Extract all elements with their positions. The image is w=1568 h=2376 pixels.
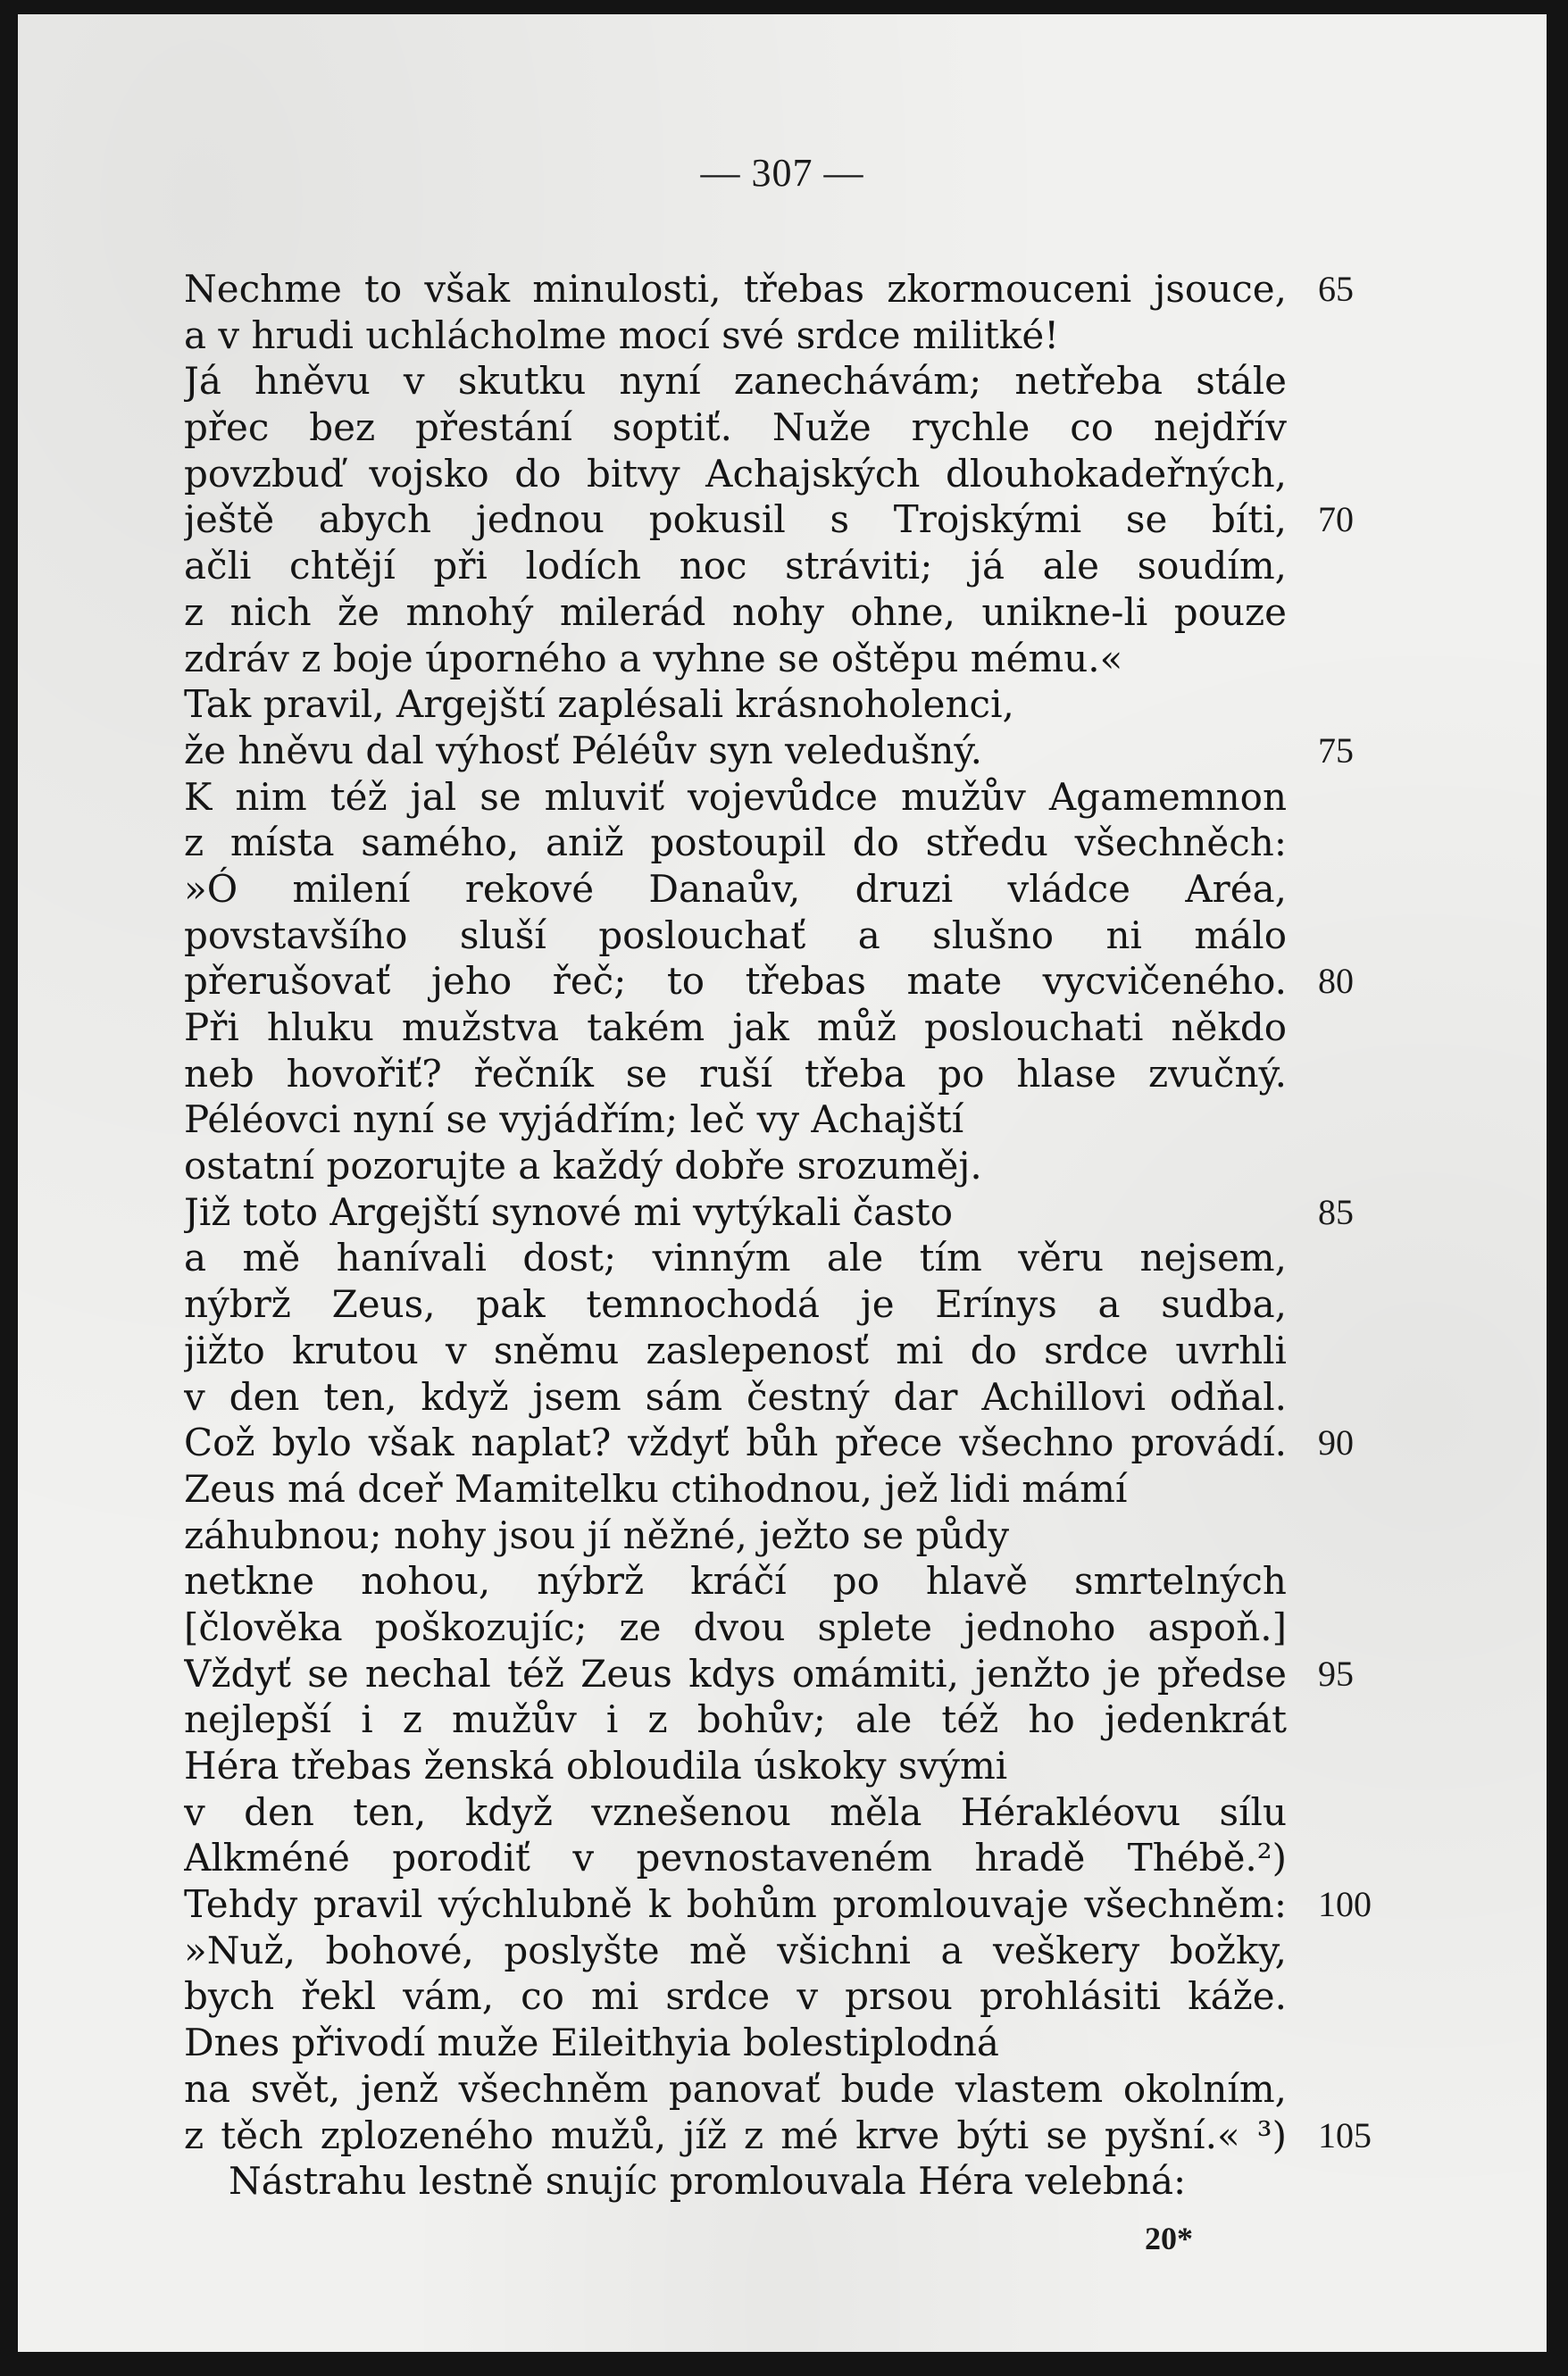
verse-line-text: v den ten, když vznešenou měla Hérakléovu sílu [184,1789,1287,1834]
verse-line-text: »Nuž, bohové, poslyšte mě všichni a veškery božky, [184,1928,1287,1972]
verse-line [184,1881,1398,1928]
verse-line [184,1466,1398,1513]
verse-line-text: zdráv z boje úporného a vyhne se oštěpu mému.« [184,636,1123,680]
verse-line-text: Héra třebas ženská obloudila úskoky svými [184,1744,1008,1788]
verse-line [184,958,1398,1005]
verse-line [184,313,1398,359]
verse-line-text: a mě hanívali dost; vinným ale tím věru nejsem, [184,1236,1287,1280]
verse-line [184,681,1398,728]
verse-line [184,1051,1398,1097]
verse-line-text: z místa samého, aniž postoupil do středu všechněch: [184,821,1287,865]
verse-line-text: Dnes přivodí muže Eileithyia bolestiplodná [184,2021,999,2065]
verse-line [184,358,1398,404]
verse-line-text: ostatní pozorujte a každý dobře srozuměj. [184,1144,982,1188]
verse-line [184,1420,1398,1466]
verse-line-text: záhubnou; nohy jsou jí něžné, ježto se půdy [184,1513,1010,1557]
verse-line [184,2066,1398,2113]
verse-line-text: z těch zplozeného mužů, jíž z mé krve býti se pyšní.« ³) [184,2113,1287,2157]
line-number: 80 [1318,961,1354,1002]
verse-line [184,2113,1398,2159]
verse-line [184,866,1398,913]
verse-line [184,820,1398,866]
verse-line [184,1789,1398,1836]
verse-line-text: povstavšího sluší poslouchať a slušno ni málo [184,913,1287,957]
verse-line-text: nejlepší i z mužův i z bohův; ale též ho jedenkrát [184,1697,1287,1742]
verse-line-text: ještě abych jednou pokusil s Trojskými se bíti, [184,497,1287,542]
verse-line-text: Při hluku mužstva takém jak můž poslouchati někdo [184,1005,1287,1049]
line-number: 75 [1318,729,1354,771]
verse-block [184,266,1398,2205]
verse-line-text: z nich že mnohý milerád nohy ohne, unikne-li pouze [184,589,1287,634]
verse-line [184,1328,1398,1374]
line-number: 70 [1318,499,1354,540]
book-page [18,14,1547,2352]
verse-line-text: na svět, jenž všechněm panovať bude vlastem okolním, [184,2066,1287,2111]
verse-line-text: Alkméné porodiť v pevnostaveném hradě Thébě.²) [184,1836,1287,1880]
verse-line [184,1235,1398,1281]
verse-line-text: neb hovořiť? řečník se ruší třeba po hlase zvučný. [184,1051,1287,1096]
verse-line-text: Již toto Argejští synové mi vytýkali často [184,1189,954,1234]
verse-line-text: že hněvu dal výhosť Péléův syn veledušný. [184,728,982,772]
verse-line-text: [člověka poškozujíc; ze dvou splete jednoho aspoň.] [184,1605,1287,1649]
verse-line [184,1005,1398,1051]
verse-line-text: Péléovci nyní se vyjádřím; leč vy Achajští [184,1097,964,1142]
verse-line-text: Nechme to však minulosti, třebas zkormouceni jsouce, [184,267,1287,311]
verse-line [184,1928,1398,1974]
verse-line-text: Tak pravil, Argejští zaplésali krásnoholenci, [184,682,1014,727]
verse-line [184,543,1398,589]
verse-line [184,1281,1398,1328]
verse-line-text: »Ó milení rekové Danaův, druzi vládce Aréa, [184,866,1287,911]
line-number: 100 [1318,1884,1372,1925]
verse-line [184,1143,1398,1189]
verse-line-text: ačli chtějí při lodích noc stráviti; já ale soudím, [184,544,1287,588]
verse-line-text: Já hněvu v skutku nyní zanechávám; netřeba stále [184,359,1287,404]
page-number: — 307 — [700,151,864,195]
verse-line-text: Což bylo však naplat? vždyť bůh přece všechno provádí. [184,1421,1287,1465]
verse-line [184,1374,1398,1421]
verse-line [184,2020,1398,2066]
verse-line [184,2158,1398,2205]
verse-line [184,1513,1398,1559]
verse-line [184,913,1398,959]
verse-line-text: netkne nohou, nýbrž kráčí po hlavě smrtelných [184,1559,1287,1604]
verse-line [184,451,1398,497]
verse-line [184,404,1398,451]
verse-line [184,1973,1398,2020]
verse-line-text: bych řekl vám, co mi srdce v prsou prohlásiti káže. [184,1974,1287,2019]
verse-line-text: nýbrž Zeus, pak temnochodá je Erínys a sudba, [184,1282,1287,1327]
verse-line-text: v den ten, když jsem sám čestný dar Achillovi odňal. [184,1374,1287,1419]
verse-line-text: přec bez přestání soptiť. Nuže rychle co nejdřív [184,405,1287,450]
verse-line-text: Nástrahu lestně snujíc promlouvala Héra velebná: [229,2159,1187,2204]
verse-line-text: povzbuď vojsko do bitvy Achajských dlouhokadeřných, [184,451,1287,496]
verse-line [184,1189,1398,1236]
verse-line [184,266,1398,313]
verse-line-text: Vždyť se nechal též Zeus kdys omámiti, jenžto je předse [184,1651,1287,1696]
verse-line [184,1096,1398,1143]
verse-line-text: Zeus má dceř Mamitelku ctihodnou, jež lidi mámí [184,1466,1128,1511]
verse-line-text: jižto krutou v sněmu zaslepenosť mi do srdce uvrhli [184,1328,1287,1372]
verse-line [184,728,1398,774]
verse-line-text: přerušovať jeho řeč; to třebas mate vycvičeného. [184,959,1287,1004]
verse-line [184,589,1398,636]
verse-line [184,636,1398,682]
verse-line [184,1558,1398,1605]
verse-line [184,1605,1398,1651]
line-number: 65 [1318,269,1354,309]
verse-line-text: K nim též jal se mluviť vojevůdce mužův Agamemnon [184,774,1287,819]
verse-line [184,496,1398,543]
line-number: 95 [1318,1653,1354,1694]
line-number: 85 [1318,1191,1354,1232]
verse-line-text: Tehdy pravil výchlubně k bohům promlouvaje všechněm: [184,1882,1287,1927]
verse-line-text: a v hrudi uchlácholme mocí své srdce militké! [184,313,1060,357]
verse-line [184,1697,1398,1743]
line-number: 105 [1318,2114,1372,2155]
verse-line [184,1651,1398,1697]
verse-line [184,774,1398,821]
verse-line [184,1743,1398,1789]
line-number: 90 [1318,1422,1354,1463]
verse-line [184,1835,1398,1881]
signature-mark: 20* [1145,2221,1193,2256]
